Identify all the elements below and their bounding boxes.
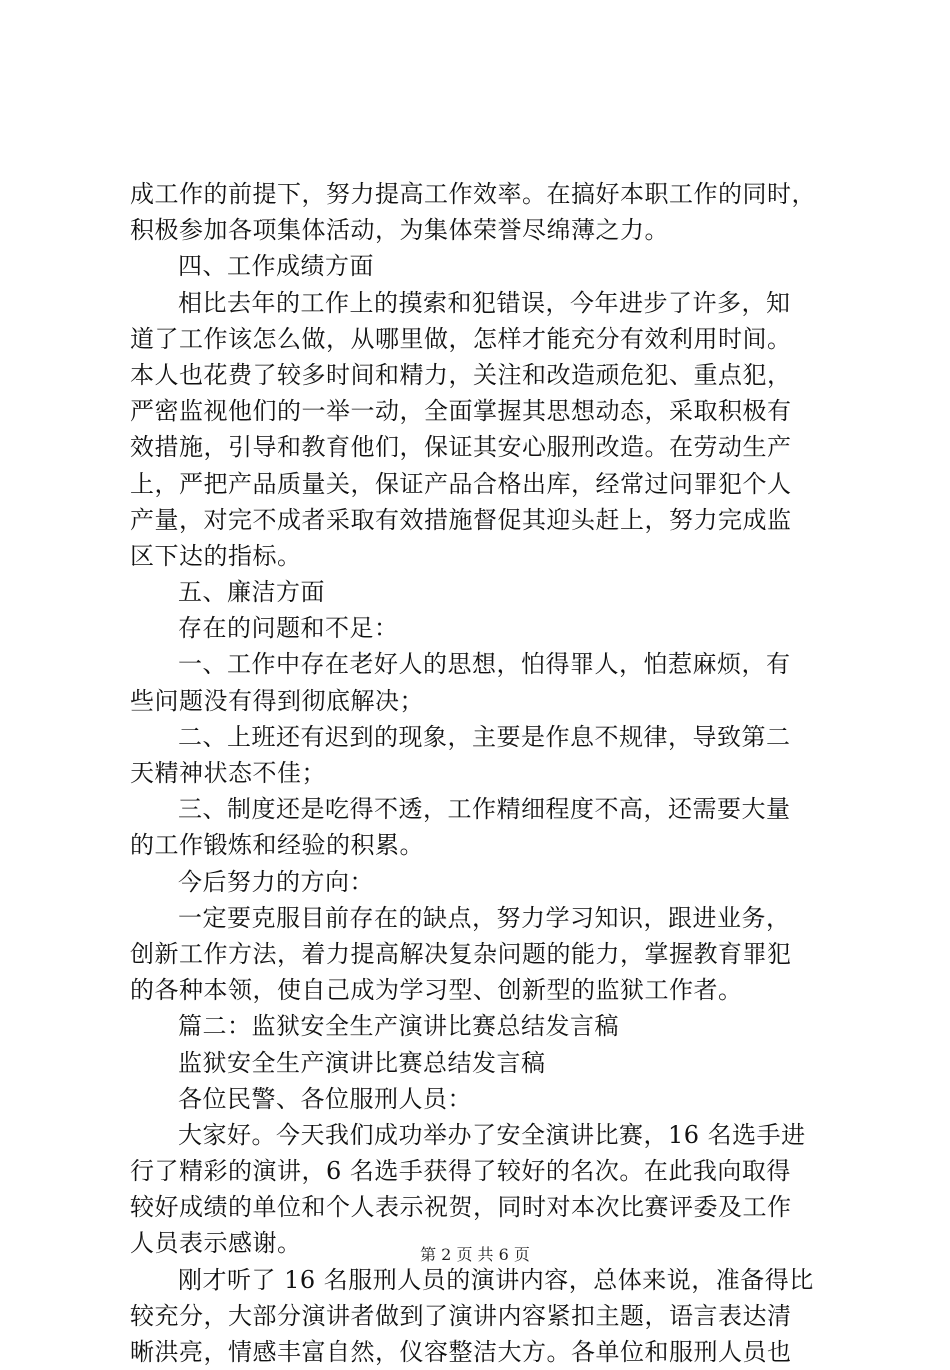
text-line: 三、制度还是吃得不透，工作精细程度不高，还需要大量 xyxy=(178,795,791,824)
text-line: 四、工作成绩方面 xyxy=(178,252,374,281)
text-line: 存在的问题和不足： xyxy=(178,614,399,643)
text-line: 些问题没有得到彻底解决； xyxy=(130,686,424,715)
text-line: 大家好。今天我们成功举办了安全演讲比赛，16 名选手进 xyxy=(178,1120,806,1149)
text-line: 严密监视他们的一举一动，全面掌握其思想动态，采取积极有 xyxy=(130,397,792,426)
text-line: 本人也花费了较多时间和精力，关注和改造顽危犯、重点犯， xyxy=(130,360,792,389)
text-line: 的各种本领，使自己成为学习型、创新型的监狱工作者。 xyxy=(130,976,743,1005)
page-footer: 第 2 页 共 6 页 xyxy=(420,1245,530,1264)
text-line: 篇二：监狱安全生产演讲比赛总结发言稿 xyxy=(178,1012,619,1041)
text-line: 监狱安全生产演讲比赛总结发言稿 xyxy=(178,1048,546,1077)
text-line: 效措施，引导和教育他们，保证其安心服刑改造。在劳动生产 xyxy=(130,433,792,462)
document-body xyxy=(130,176,830,1370)
text-line: 较充分，大部分演讲者做到了演讲内容紧扣主题，语言表达清 xyxy=(130,1301,792,1330)
text-line: 区下达的指标。 xyxy=(130,541,302,570)
text-line: 道了工作该怎么做，从哪里做，怎样才能充分有效利用时间。 xyxy=(130,324,792,353)
text-line: 人员表示感谢。 xyxy=(130,1229,302,1258)
text-line: 一、工作中存在老好人的思想，怕得罪人，怕惹麻烦，有 xyxy=(178,650,791,679)
text-line: 行了精彩的演讲，6 名选手获得了较好的名次。在此我向取得 xyxy=(130,1157,791,1186)
text-line: 成工作的前提下，努力提高工作效率。在搞好本职工作的同时， xyxy=(130,180,816,208)
text-line: 各位民警、各位服刑人员： xyxy=(178,1084,472,1113)
text-line: 创新工作方法，着力提高解决复杂问题的能力，掌握教育罪犯 xyxy=(130,939,792,968)
text-line: 晰洪亮，情感丰富自然，仪容整洁大方。各单位和服刑人员也 xyxy=(130,1338,792,1366)
text-line: 产量，对完不成者采取有效措施督促其迎头赶上，努力完成监 xyxy=(130,505,792,534)
text-line: 的工作锻炼和经验的积累。 xyxy=(130,831,424,860)
text-line: 积极参加各项集体活动，为集体荣誉尽绵薄之力。 xyxy=(130,216,669,245)
text-line: 上，严把产品质量关，保证产品合格出库，经常过问罪犯个人 xyxy=(130,469,792,498)
text-line: 今后努力的方向： xyxy=(178,867,374,896)
text-line: 天精神状态不佳； xyxy=(130,759,326,787)
text-line: 二、上班还有迟到的现象，主要是作息不规律，导致第二 xyxy=(178,722,791,751)
text-line: 相比去年的工作上的摸索和犯错误，今年进步了许多，知 xyxy=(178,288,791,317)
text-line: 五、廉洁方面 xyxy=(178,578,325,607)
text-line: 一定要克服目前存在的缺点，努力学习知识，跟进业务， xyxy=(178,903,791,932)
text-line: 刚才听了 16 名服刑人员的演讲内容，总体来说，准备得比 xyxy=(178,1265,814,1294)
text-line: 较好成绩的单位和个人表示祝贺，同时对本次比赛评委及工作 xyxy=(130,1193,792,1222)
